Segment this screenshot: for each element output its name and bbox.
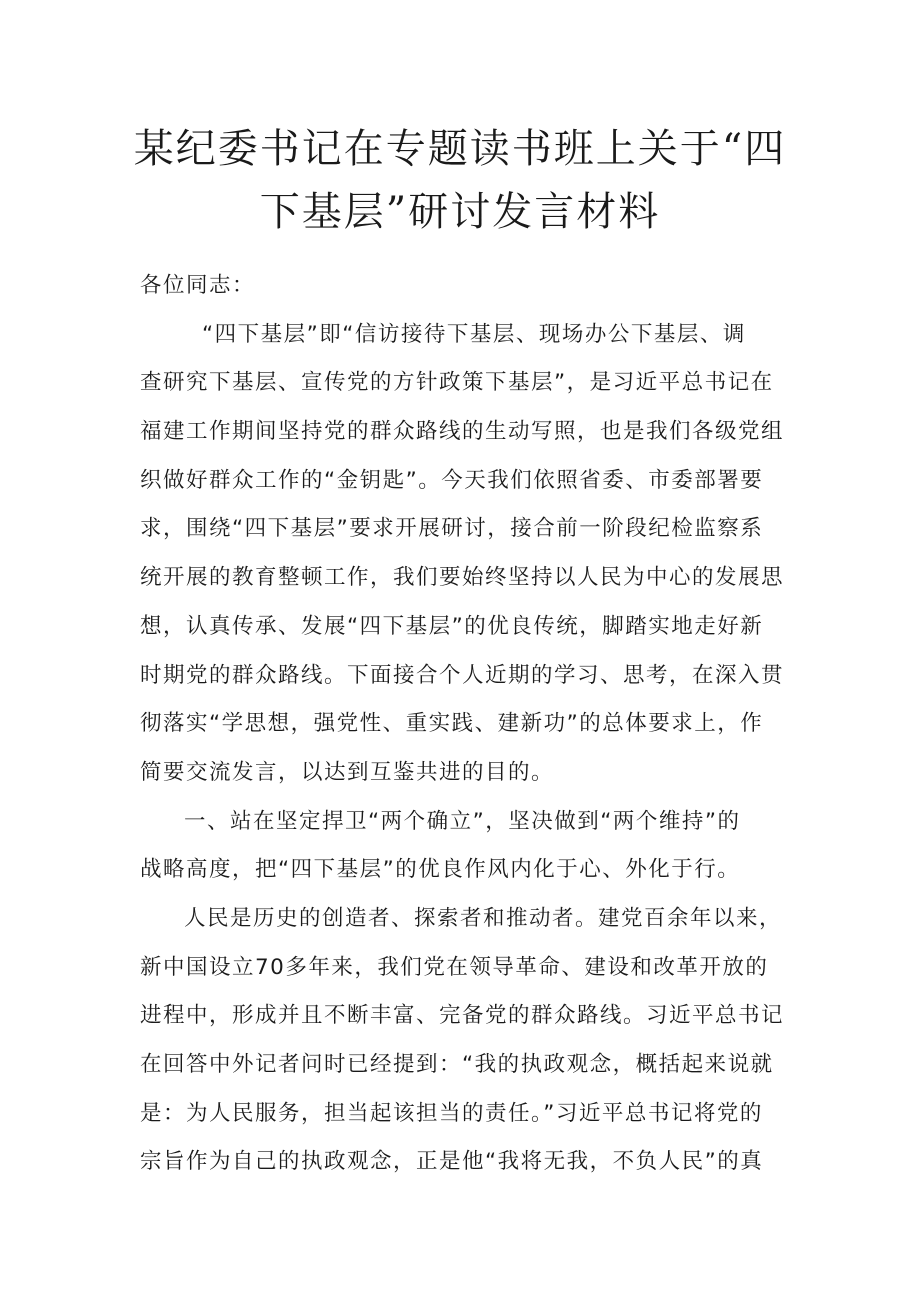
paragraph-line: 彻落实“学思想，强党性、重实践、建新功”的总体要求上，作 [140, 711, 764, 737]
title-line: 下基层”研讨发言材料 [259, 189, 661, 235]
paragraph-line: 福建工作期间坚持党的群众路线的生动写照，也是我们各级党组 [140, 419, 785, 445]
paragraph-line: 是：为人民服务，担当起该担当的责任。”习近平总书记将党的 [140, 1100, 763, 1126]
paragraph-line: 查研究下基层、宣传党的方针政策下基层”，是习近平总书记在 [140, 370, 774, 396]
salutation: 各位同志： [140, 273, 256, 298]
paragraph-line: 统开展的教育整顿工作，我们要始终坚持以人民为中心的发展思 [140, 565, 785, 591]
heading-line: 一、站在坚定捍卫“两个确立”，坚决做到“两个维持”的 [184, 808, 741, 834]
title-line: 某纪委书记在专题读书班上关于“四 [133, 126, 787, 172]
document-title [100, 118, 820, 244]
paragraph-line: 新中国设立70多年来，我们党在领导革命、建设和改革开放的 [140, 954, 769, 980]
paragraph-line: 时期党的群众路线。下面接合个人近期的学习、思考，在深入贯 [140, 662, 785, 688]
paragraph-line: 织做好群众工作的“金钥匙”。今天我们依照省委、市委部署要 [140, 467, 764, 493]
paragraph-line: 宗旨作为自己的执政观念，正是他“我将无我，不负人民”的真 [140, 1149, 764, 1175]
section-heading-1 [140, 798, 790, 895]
paragraph-line: 简要交流发言，以达到互鉴共进的目的。 [140, 759, 555, 785]
paragraph-line: 想，认真传承、发展“四下基层”的优良传统，脚踏实地走好新 [140, 613, 764, 639]
document-body [140, 262, 790, 1187]
paragraph-line: 进程中，形成并且不断丰富、完备党的群众路线。习近平总书记 [140, 1003, 785, 1029]
paragraph-line: 在回答中外记者问时已经提到：“我的执政观念，概括起来说就 [140, 1052, 774, 1077]
paragraph-line: “四下基层”即“信访接待下基层、现场办公下基层、调 [202, 321, 746, 347]
paragraph-section-1 [140, 895, 790, 1187]
paragraph-line: 求，围绕“四下基层”要求开展研讨，接合前一阶段纪检监察系 [140, 516, 764, 542]
paragraph-intro [140, 311, 790, 798]
paragraph-line: 人民是历史的创造者、探索者和推动者。建党百余年以来， [184, 905, 783, 931]
heading-line: 战略高度，把“四下基层”的优良作风内化于心、外化于行。 [140, 857, 741, 883]
